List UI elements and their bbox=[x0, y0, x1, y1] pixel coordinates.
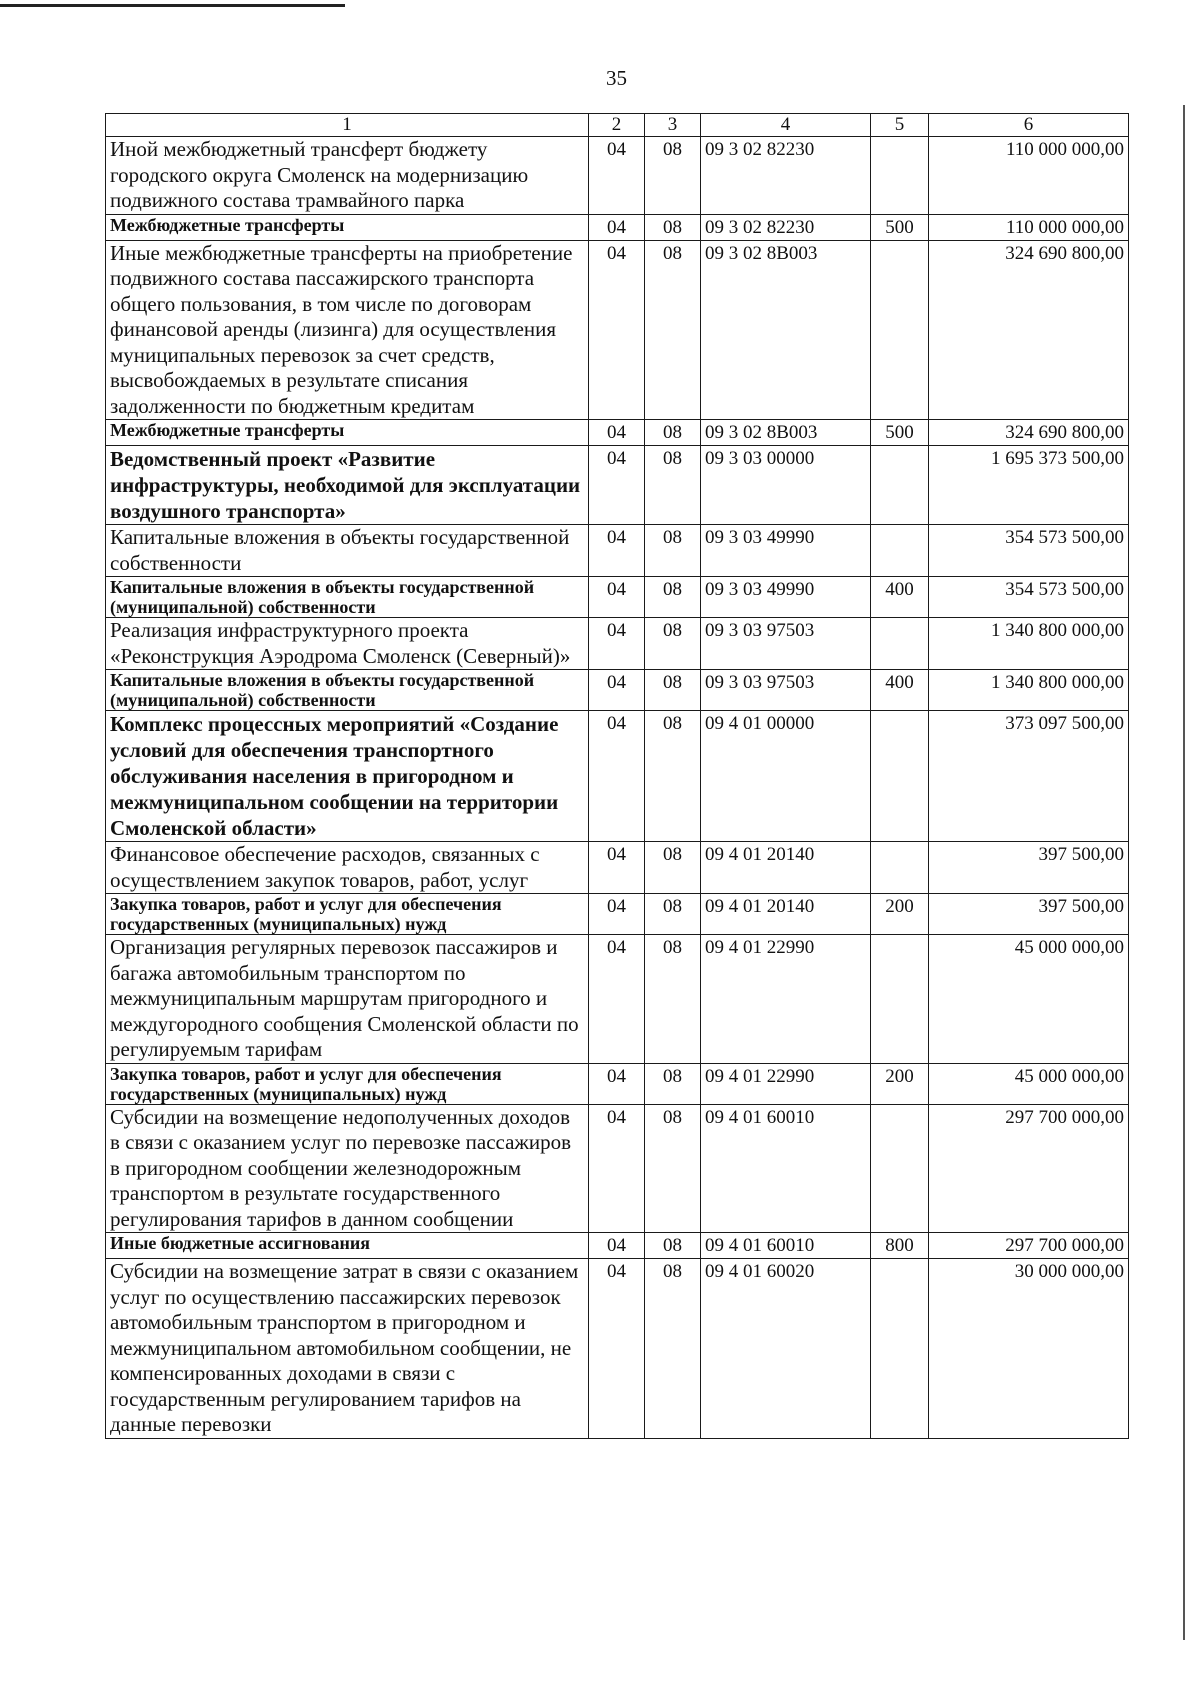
row-amount: 1 340 800 000,00 bbox=[929, 670, 1129, 711]
row-name: Капитальные вложения в объекты государственной собственности bbox=[106, 525, 589, 577]
table-row bbox=[106, 420, 1129, 446]
table-row bbox=[106, 618, 1129, 670]
row-name: Межбюджетные трансферты bbox=[106, 420, 589, 446]
row-subsection: 08 bbox=[645, 842, 701, 894]
table-row bbox=[106, 894, 1129, 935]
row-section: 04 bbox=[589, 935, 645, 1064]
row-section: 04 bbox=[589, 1259, 645, 1439]
row-name: Иные межбюджетные трансферты на приобретение подвижного состава пассажирского транспорта общего пользования, в том числе по договорам финансовой аренды (лизинга) для осуществления муниципальных перевозок за счет средств, высвобождаемых в результате списания задолженности по бюджетным кредитам bbox=[106, 240, 589, 420]
row-expense-type: 500 bbox=[871, 214, 929, 240]
row-name: Межбюджетные трансферты bbox=[106, 214, 589, 240]
row-subsection: 08 bbox=[645, 1104, 701, 1233]
row-section: 04 bbox=[589, 711, 645, 842]
row-section: 04 bbox=[589, 525, 645, 577]
header-col-6: 6 bbox=[929, 114, 1129, 137]
row-expense-type bbox=[871, 618, 929, 670]
row-section: 04 bbox=[589, 1233, 645, 1259]
row-target-article: 09 4 01 20140 bbox=[701, 842, 871, 894]
row-subsection: 08 bbox=[645, 1259, 701, 1439]
row-amount: 324 690 800,00 bbox=[929, 240, 1129, 420]
scan-right-edge bbox=[1183, 105, 1185, 1640]
row-name: Субсидии на возмещение затрат в связи с оказанием услуг по осуществлению пассажирских перевозок автомобильным транспортом в пригородном и межмуниципальном автомобильном сообщении, не компенсированных доходами в связи с государственным регулированием тарифов на данные перевозки bbox=[106, 1259, 589, 1439]
header-col-3: 3 bbox=[645, 114, 701, 137]
row-subsection: 08 bbox=[645, 894, 701, 935]
row-name: Реализация инфраструктурного проекта «Реконструкция Аэродрома Смоленск (Северный)» bbox=[106, 618, 589, 670]
row-subsection: 08 bbox=[645, 420, 701, 446]
table-row bbox=[106, 1259, 1129, 1439]
table-row bbox=[106, 1233, 1129, 1259]
row-expense-type bbox=[871, 525, 929, 577]
row-amount: 324 690 800,00 bbox=[929, 420, 1129, 446]
row-target-article: 09 3 03 49990 bbox=[701, 577, 871, 618]
row-target-article: 09 3 03 49990 bbox=[701, 525, 871, 577]
header-col-5: 5 bbox=[871, 114, 929, 137]
row-amount: 1 695 373 500,00 bbox=[929, 446, 1129, 525]
header-col-4: 4 bbox=[701, 114, 871, 137]
row-section: 04 bbox=[589, 894, 645, 935]
table-row bbox=[106, 240, 1129, 420]
row-amount: 397 500,00 bbox=[929, 894, 1129, 935]
row-section: 04 bbox=[589, 1104, 645, 1233]
row-subsection: 08 bbox=[645, 214, 701, 240]
row-expense-type bbox=[871, 240, 929, 420]
row-name: Финансовое обеспечение расходов, связанных с осуществлением закупок товаров, работ, услуг bbox=[106, 842, 589, 894]
header-col-1: 1 bbox=[106, 114, 589, 137]
row-subsection: 08 bbox=[645, 525, 701, 577]
row-expense-type bbox=[871, 935, 929, 1064]
row-target-article: 09 4 01 60010 bbox=[701, 1104, 871, 1233]
row-target-article: 09 4 01 60020 bbox=[701, 1259, 871, 1439]
row-name: Закупка товаров, работ и услуг для обеспечения государственных (муниципальных) нужд bbox=[106, 894, 589, 935]
row-name: Капитальные вложения в объекты государственной (муниципальной) собственности bbox=[106, 670, 589, 711]
table-row bbox=[106, 1063, 1129, 1104]
row-section: 04 bbox=[589, 577, 645, 618]
table-row bbox=[106, 214, 1129, 240]
row-amount: 354 573 500,00 bbox=[929, 525, 1129, 577]
page-number: 35 bbox=[606, 66, 627, 90]
row-target-article: 09 4 01 22990 bbox=[701, 1063, 871, 1104]
table-row bbox=[106, 842, 1129, 894]
row-amount: 1 340 800 000,00 bbox=[929, 618, 1129, 670]
row-subsection: 08 bbox=[645, 1063, 701, 1104]
row-section: 04 bbox=[589, 670, 645, 711]
row-subsection: 08 bbox=[645, 446, 701, 525]
row-section: 04 bbox=[589, 240, 645, 420]
row-expense-type bbox=[871, 1104, 929, 1233]
row-amount: 297 700 000,00 bbox=[929, 1104, 1129, 1233]
header-col-2: 2 bbox=[589, 114, 645, 137]
row-target-article: 09 4 01 60010 bbox=[701, 1233, 871, 1259]
row-subsection: 08 bbox=[645, 1233, 701, 1259]
row-name: Иной межбюджетный трансферт бюджету городского округа Смоленск на модернизацию подвижного состава трамвайного парка bbox=[106, 137, 589, 215]
row-expense-type bbox=[871, 711, 929, 842]
budget-table bbox=[105, 113, 1129, 1439]
row-section: 04 bbox=[589, 214, 645, 240]
row-target-article: 09 3 02 82230 bbox=[701, 214, 871, 240]
row-target-article: 09 3 03 00000 bbox=[701, 446, 871, 525]
row-name: Субсидии на возмещение недополученных доходов в связи с оказанием услуг по перевозке пассажиров в пригородном сообщении железнодорожным транспортом в результате государственного регулирования тарифов в данном сообщении bbox=[106, 1104, 589, 1233]
row-subsection: 08 bbox=[645, 240, 701, 420]
scan-top-line bbox=[0, 4, 345, 7]
row-section: 04 bbox=[589, 446, 645, 525]
table-body bbox=[106, 137, 1129, 1439]
row-expense-type bbox=[871, 842, 929, 894]
row-expense-type bbox=[871, 137, 929, 215]
row-name: Закупка товаров, работ и услуг для обеспечения государственных (муниципальных) нужд bbox=[106, 1063, 589, 1104]
row-subsection: 08 bbox=[645, 137, 701, 215]
row-expense-type: 500 bbox=[871, 420, 929, 446]
row-target-article: 09 4 01 20140 bbox=[701, 894, 871, 935]
row-expense-type: 400 bbox=[871, 670, 929, 711]
row-target-article: 09 4 01 00000 bbox=[701, 711, 871, 842]
row-expense-type: 200 bbox=[871, 894, 929, 935]
row-amount: 45 000 000,00 bbox=[929, 1063, 1129, 1104]
table-row bbox=[106, 711, 1129, 842]
row-amount: 30 000 000,00 bbox=[929, 1259, 1129, 1439]
row-target-article: 09 4 01 22990 bbox=[701, 935, 871, 1064]
row-target-article: 09 3 02 82230 bbox=[701, 137, 871, 215]
row-expense-type bbox=[871, 1259, 929, 1439]
row-target-article: 09 3 02 8В003 bbox=[701, 420, 871, 446]
row-name: Организация регулярных перевозок пассажиров и багажа автомобильным транспортом по межмуниципальным маршрутам пригородного и междугородного сообщения Смоленской области по регулируемым тарифам bbox=[106, 935, 589, 1064]
row-name: Комплекс процессных мероприятий «Создание условий для обеспечения транспортного обслуживания населения в пригородном и межмуниципальном сообщении на территории Смоленской области» bbox=[106, 711, 589, 842]
row-target-article: 09 3 02 8В003 bbox=[701, 240, 871, 420]
row-subsection: 08 bbox=[645, 618, 701, 670]
table-row bbox=[106, 670, 1129, 711]
row-section: 04 bbox=[589, 1063, 645, 1104]
row-name: Ведомственный проект «Развитие инфраструктуры, необходимой для эксплуатации воздушного транспорта» bbox=[106, 446, 589, 525]
row-expense-type: 200 bbox=[871, 1063, 929, 1104]
table-row bbox=[106, 1104, 1129, 1233]
row-subsection: 08 bbox=[645, 670, 701, 711]
row-section: 04 bbox=[589, 420, 645, 446]
row-amount: 373 097 500,00 bbox=[929, 711, 1129, 842]
row-name: Иные бюджетные ассигнования bbox=[106, 1233, 589, 1259]
table-row bbox=[106, 577, 1129, 618]
row-expense-type: 800 bbox=[871, 1233, 929, 1259]
row-amount: 110 000 000,00 bbox=[929, 214, 1129, 240]
table-row bbox=[106, 137, 1129, 215]
row-section: 04 bbox=[589, 137, 645, 215]
row-section: 04 bbox=[589, 842, 645, 894]
table-header-row bbox=[106, 114, 1129, 137]
row-subsection: 08 bbox=[645, 577, 701, 618]
row-expense-type bbox=[871, 446, 929, 525]
row-amount: 110 000 000,00 bbox=[929, 137, 1129, 215]
row-section: 04 bbox=[589, 618, 645, 670]
table-row bbox=[106, 525, 1129, 577]
row-amount: 297 700 000,00 bbox=[929, 1233, 1129, 1259]
row-subsection: 08 bbox=[645, 935, 701, 1064]
table-row bbox=[106, 446, 1129, 525]
row-target-article: 09 3 03 97503 bbox=[701, 618, 871, 670]
row-target-article: 09 3 03 97503 bbox=[701, 670, 871, 711]
row-amount: 354 573 500,00 bbox=[929, 577, 1129, 618]
table-row bbox=[106, 935, 1129, 1064]
row-amount: 45 000 000,00 bbox=[929, 935, 1129, 1064]
row-expense-type: 400 bbox=[871, 577, 929, 618]
row-subsection: 08 bbox=[645, 711, 701, 842]
row-name: Капитальные вложения в объекты государственной (муниципальной) собственности bbox=[106, 577, 589, 618]
row-amount: 397 500,00 bbox=[929, 842, 1129, 894]
